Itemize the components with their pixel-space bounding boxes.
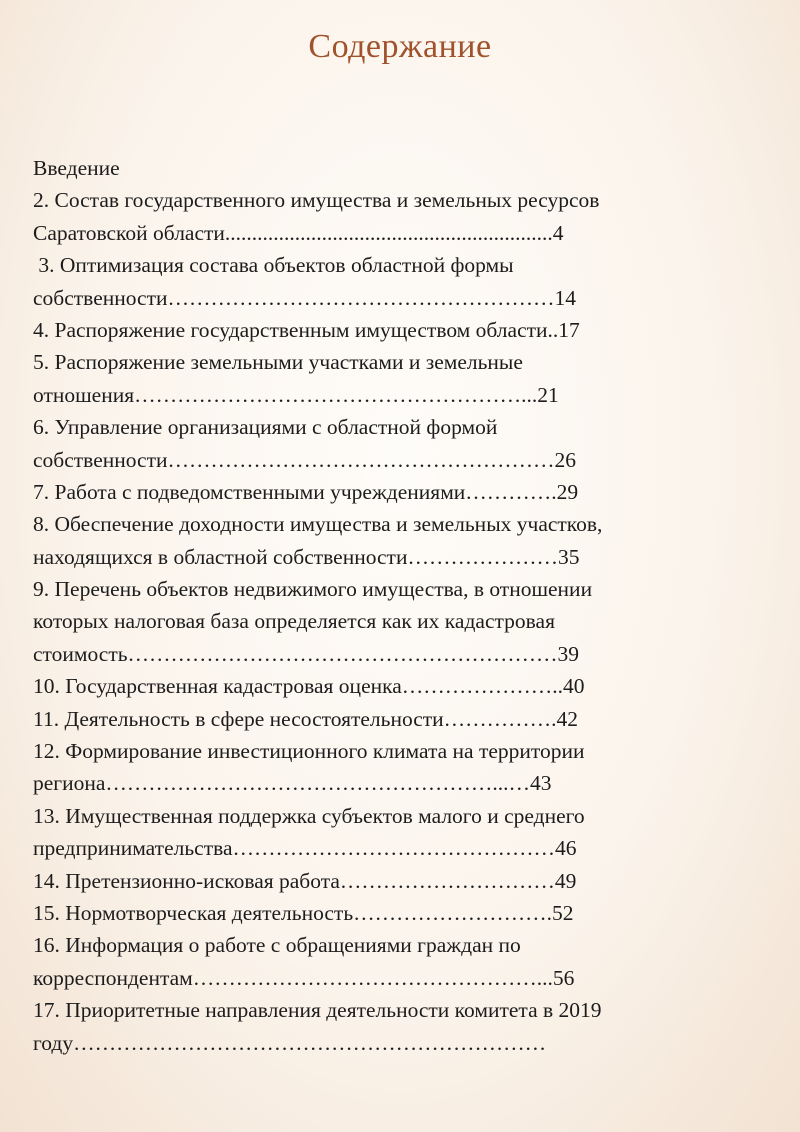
toc-line: корреспондентам…………………………………………...56: [33, 965, 575, 990]
toc-line: 2. Состав государственного имущества и земельных ресурсов: [33, 188, 600, 213]
table-of-contents: [33, 152, 763, 1059]
toc-line: 13. Имущественная поддержка субъектов малого и среднего: [33, 803, 585, 828]
toc-line: 17. Приоритетные направления деятельности комитета в 2019: [33, 998, 602, 1023]
toc-line: 11. Деятельность в сфере несостоятельности…………….42: [33, 706, 579, 731]
toc-line: 4. Распоряжение государственным имуществом области..17: [33, 317, 580, 342]
toc-line: стоимость……………………………………………………39: [33, 641, 580, 666]
toc-line: 7. Работа с подведомственными учреждениями………….29: [33, 479, 579, 504]
toc-line: 6. Управление организациями с областной формой: [33, 415, 498, 440]
toc-line: 16. Информация о работе с обращениями граждан по: [33, 933, 521, 958]
toc-line: предпринимательства………………………………………46: [33, 836, 577, 861]
toc-line: отношения………………………………………………...21: [33, 382, 559, 407]
toc-line: году…………………………………………………………: [33, 1030, 547, 1055]
toc-line: 3. Оптимизация состава объектов областной формы: [33, 253, 514, 278]
page-title: Содержание: [308, 28, 492, 65]
toc-line: 8. Обеспечение доходности имущества и земельных участков,: [33, 512, 603, 537]
toc-line: находящихся в областной собственности…………………35: [33, 544, 580, 569]
toc-line: 9. Перечень объектов недвижимого имущества, в отношении: [33, 577, 593, 602]
toc-line: 5. Распоряжение земельными участками и земельные: [33, 350, 523, 375]
toc-line-introduction: Введение: [33, 156, 120, 180]
toc-line: Саратовской области.............................................................4: [33, 220, 564, 245]
toc-line: 10. Государственная кадастровая оценка…………………..40: [33, 674, 585, 699]
toc-line: региона………………………………………………...…43: [33, 771, 552, 796]
toc-line: 12. Формирование инвестиционного климата на территории: [33, 739, 585, 764]
toc-line: 14. Претензионно-исковая работа…………………………49: [33, 868, 577, 893]
toc-line: собственности………………………………………………26: [33, 447, 576, 472]
toc-line: 15. Нормотворческая деятельность……………………….52: [33, 900, 574, 925]
toc-line: собственности………………………………………………14: [33, 285, 576, 310]
toc-line: которых налоговая база определяется как их кадастровая: [33, 609, 555, 634]
